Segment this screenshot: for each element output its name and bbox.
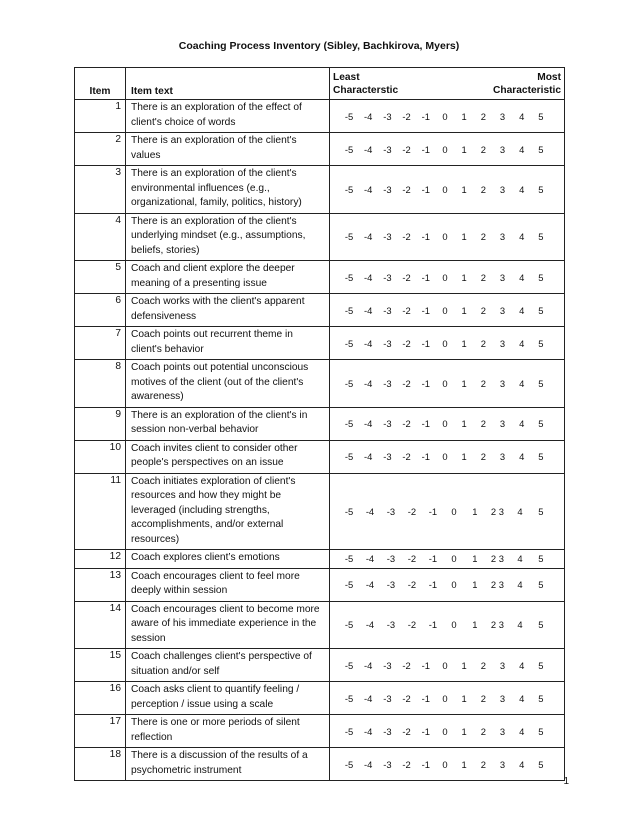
scale-value: -3	[383, 659, 392, 671]
scale-value: 5	[538, 725, 544, 737]
table-row	[75, 568, 565, 601]
scale-value: -3	[383, 143, 392, 155]
scale-value: -2	[402, 692, 411, 704]
scale-value: 4	[519, 337, 525, 349]
scale-value: 3	[499, 659, 506, 671]
scale-value: 4	[517, 553, 523, 565]
scale-value: -2	[407, 505, 417, 517]
scale-value: 0	[451, 619, 457, 631]
rating-scale	[330, 440, 565, 473]
scale-values	[330, 451, 564, 462]
scale-value: 2 3	[490, 553, 504, 565]
item-number: 17	[75, 715, 126, 748]
scale-value: 5	[538, 579, 544, 590]
scale-value: -3	[383, 418, 392, 429]
scale-value: 5	[538, 183, 544, 195]
rating-scale	[330, 407, 565, 440]
most-characteristic-label	[493, 71, 561, 97]
item-text: Coach points out recurrent theme in client's behavior	[126, 327, 330, 360]
scale-values	[330, 553, 564, 564]
table-row	[75, 601, 565, 649]
scale-value: 4	[519, 725, 525, 737]
scale-value: 5	[538, 659, 544, 671]
scale-value: 5	[538, 337, 544, 349]
scale-value: 2	[480, 758, 486, 770]
scale-value: -3	[383, 451, 392, 462]
scale-value: -5	[344, 304, 354, 316]
scale-value: 1	[461, 183, 467, 195]
rating-scale	[330, 715, 565, 748]
item-text: Coach asks client to quantify feeling / perception / issue using a scale	[126, 682, 330, 715]
scale-value: 5	[538, 505, 544, 517]
table-row	[75, 133, 565, 166]
table-row	[75, 473, 565, 550]
scale-value: -1	[421, 231, 430, 243]
scale-value: -5	[344, 377, 354, 389]
scale-value: -2	[402, 659, 411, 671]
scale-value: 4	[519, 183, 525, 195]
scale-value: 3	[499, 692, 506, 704]
scale-values	[330, 184, 564, 195]
scale-value: -2	[402, 725, 411, 737]
scale-value: -1	[421, 418, 430, 429]
scale-value: -2	[402, 271, 411, 283]
scale-value: 1	[461, 418, 467, 429]
item-number: 9	[75, 407, 126, 440]
scale-value: 1	[472, 579, 478, 590]
item-text: There is an exploration of the client's in session non-verbal behavior	[126, 407, 330, 440]
table-row	[75, 166, 565, 214]
table-row	[75, 261, 565, 294]
scale-values	[330, 144, 564, 155]
scale-value: -2	[402, 231, 411, 243]
scale-value: 3	[499, 451, 506, 462]
item-number: 15	[75, 649, 126, 682]
scale-value: 4	[519, 304, 525, 316]
scale-value: 1	[461, 725, 467, 737]
scale-value: -4	[364, 271, 373, 283]
scale-value: 4	[519, 659, 525, 671]
table-row	[75, 748, 565, 781]
item-text: There is an exploration of the client's underlying mindset (e.g., assumptions, beliefs, stories)	[126, 213, 330, 261]
scale-value: 4	[519, 231, 525, 243]
scale-values	[330, 693, 564, 704]
item-number: 14	[75, 601, 126, 649]
scale-value: 3	[499, 418, 506, 429]
scale-value: -5	[344, 271, 354, 283]
scale-value: 0	[442, 183, 448, 195]
scale-value: -4	[365, 553, 375, 565]
item-text: Coach initiates exploration of client's resources and how they might be leveraged (including strengths, accomplishments, and/or external resources)	[126, 473, 330, 550]
scale-value: -1	[421, 451, 430, 462]
scale-value: -4	[364, 377, 373, 389]
scale-value: -3	[383, 271, 392, 283]
item-number: 6	[75, 294, 126, 327]
rating-scale	[330, 133, 565, 166]
most-label: Most	[537, 72, 561, 83]
scale-value: -2	[402, 183, 411, 195]
scale-value: 4	[519, 451, 525, 462]
scale-value: -3	[383, 377, 392, 389]
item-number: 13	[75, 568, 126, 601]
scale-value: -1	[428, 505, 438, 517]
scale-value: 1	[461, 377, 467, 389]
rating-scale	[330, 473, 565, 550]
rating-scale	[330, 568, 565, 601]
scale-value: -3	[383, 231, 392, 243]
scale-value: 4	[519, 758, 525, 770]
rating-scale	[330, 360, 565, 408]
scale-value: -1	[421, 304, 430, 316]
scale-value: 0	[442, 692, 448, 704]
scale-value: 1	[461, 271, 467, 283]
scale-values	[330, 272, 564, 283]
scale-value: -4	[364, 758, 373, 770]
scale-value: 1	[461, 692, 467, 704]
scale-value: 1	[472, 619, 478, 631]
scale-value: 2	[480, 231, 486, 243]
item-text: Coach and client explore the deeper meaning of a presenting issue	[126, 261, 330, 294]
scale-value: -1	[428, 619, 438, 631]
scale-value: 3	[499, 304, 506, 316]
scale-value: -5	[344, 619, 354, 631]
scale-value: 5	[538, 553, 544, 565]
scale-value: -5	[344, 725, 354, 737]
scale-value: 3	[499, 183, 506, 195]
scale-value: -1	[421, 725, 430, 737]
scale-value: 0	[442, 337, 448, 349]
scale-value: 5	[538, 110, 544, 122]
item-text-column-header: Item text	[126, 68, 330, 100]
scale-value: -5	[344, 143, 354, 155]
scale-value: 2 3	[490, 619, 504, 631]
item-number: 3	[75, 166, 126, 214]
rating-scale	[330, 327, 565, 360]
table-row	[75, 682, 565, 715]
scale-value: -1	[421, 271, 430, 283]
scale-value: 4	[519, 692, 525, 704]
scale-value: 2 3	[490, 505, 504, 517]
item-number: 18	[75, 748, 126, 781]
scale-value: -1	[421, 377, 430, 389]
table-row	[75, 327, 565, 360]
item-text: There is a discussion of the results of a psychometric instrument	[126, 748, 330, 781]
table-row	[75, 440, 565, 473]
scale-value: 0	[442, 758, 448, 770]
page-number: 1	[563, 776, 569, 787]
scale-value: 0	[451, 505, 457, 517]
scale-values	[330, 726, 564, 737]
scale-value: -4	[364, 725, 373, 737]
scale-value: 3	[499, 271, 506, 283]
item-number: 2	[75, 133, 126, 166]
table-body	[75, 100, 565, 781]
table-header-row	[75, 68, 565, 100]
scale-value: 1	[461, 231, 467, 243]
scale-value: -2	[407, 553, 417, 565]
scale-value: -5	[344, 451, 354, 462]
scale-value: -4	[364, 304, 373, 316]
scale-value: -2	[402, 451, 411, 462]
scale-value: 0	[442, 110, 448, 122]
scale-value: 3	[499, 725, 506, 737]
scale-value: 0	[442, 231, 448, 243]
scale-value: 3	[499, 337, 506, 349]
scale-values	[330, 378, 564, 389]
scale-value: 4	[519, 377, 525, 389]
scale-value: -4	[364, 451, 373, 462]
scale-value: -3	[386, 579, 396, 590]
rating-scale	[330, 166, 565, 214]
scale-value: 4	[519, 110, 525, 122]
item-text: Coach points out potential unconscious motives of the client (out of the client's awareness)	[126, 360, 330, 408]
scale-value: 1	[461, 110, 467, 122]
item-number: 7	[75, 327, 126, 360]
scale-values	[330, 111, 564, 122]
scale-values	[330, 338, 564, 349]
scale-value: 2	[480, 304, 486, 316]
item-text: There is an exploration of the effect of client's choice of words	[126, 100, 330, 133]
scale-value: 2	[480, 725, 486, 737]
scale-value: 2 3	[490, 579, 504, 590]
scale-value: 0	[442, 659, 448, 671]
scale-value: 3	[499, 110, 506, 122]
scale-value: 0	[451, 553, 457, 565]
scale-value: 2	[480, 143, 486, 155]
item-number: 11	[75, 473, 126, 550]
scale-value: -2	[402, 143, 411, 155]
scale-value: -2	[402, 758, 411, 770]
scale-value: 3	[499, 143, 506, 155]
scale-value: -4	[364, 418, 373, 429]
scale-value: 5	[538, 304, 544, 316]
scale-value: -2	[402, 304, 411, 316]
least-characteristic-label	[333, 71, 398, 97]
scale-value: -4	[365, 505, 375, 517]
scale-value: 5	[538, 377, 544, 389]
scale-value: -4	[364, 692, 373, 704]
scale-value: -3	[383, 337, 392, 349]
scale-values	[330, 660, 564, 671]
item-number: 12	[75, 550, 126, 569]
scale-value: -5	[344, 183, 354, 195]
item-number: 8	[75, 360, 126, 408]
item-number: 16	[75, 682, 126, 715]
rating-scale	[330, 213, 565, 261]
item-text: Coach explores client’s emotions	[126, 550, 330, 569]
item-number: 1	[75, 100, 126, 133]
scale-value: 1	[461, 304, 467, 316]
table-row	[75, 360, 565, 408]
scale-value: -1	[428, 553, 438, 565]
scale-value: -5	[344, 231, 354, 243]
scale-value: 1	[461, 451, 467, 462]
rating-scale	[330, 550, 565, 569]
scale-value: -5	[344, 110, 354, 122]
scale-value: 2	[480, 377, 486, 389]
characteristic-right-label: Characteristic	[493, 85, 561, 96]
characteristic-left-label: Characterstic	[333, 85, 399, 96]
scale-value: 5	[538, 271, 544, 283]
scale-value: -4	[365, 619, 375, 631]
rating-scale	[330, 649, 565, 682]
scale-value: -1	[421, 183, 430, 195]
scale-value: 5	[538, 143, 544, 155]
item-number: 4	[75, 213, 126, 261]
table-row	[75, 407, 565, 440]
item-number: 10	[75, 440, 126, 473]
scale-value: -2	[407, 579, 417, 590]
scale-value: 1	[461, 758, 467, 770]
table-row	[75, 213, 565, 261]
table-row	[75, 715, 565, 748]
scale-value: -3	[386, 619, 396, 631]
table-row	[75, 649, 565, 682]
scale-value: 4	[519, 271, 525, 283]
scale-value: -3	[383, 725, 392, 737]
table-row	[75, 100, 565, 133]
scale-value: 1	[472, 505, 478, 517]
rating-scale	[330, 100, 565, 133]
scale-value: 1	[472, 553, 478, 565]
scale-value: -4	[364, 143, 373, 155]
scale-value: 5	[538, 692, 544, 704]
scale-value: 0	[451, 579, 457, 590]
scale-value: 4	[517, 619, 523, 631]
scale-value: -1	[421, 758, 430, 770]
rating-scale	[330, 682, 565, 715]
scale-value: -4	[364, 231, 373, 243]
scale-value: 4	[517, 505, 523, 517]
scale-values	[330, 619, 564, 630]
scale-value: -5	[344, 579, 354, 590]
scale-value: 2	[480, 337, 486, 349]
scale-values	[330, 759, 564, 770]
scale-value: 5	[538, 231, 544, 243]
scale-value: 3	[499, 758, 506, 770]
scale-value: -4	[364, 659, 373, 671]
scale-value: 1	[461, 337, 467, 349]
inventory-table	[74, 67, 565, 781]
scale-value: 5	[538, 451, 544, 462]
scale-value: 4	[519, 418, 525, 429]
rating-scale	[330, 294, 565, 327]
scale-value: -4	[365, 579, 375, 590]
scale-value: 0	[442, 271, 448, 283]
scale-value: -1	[421, 692, 430, 704]
item-text: There is one or more periods of silent reflection	[126, 715, 330, 748]
scale-value: -2	[402, 110, 411, 122]
scale-values	[330, 305, 564, 316]
scale-value: 2	[480, 183, 486, 195]
scale-value: -3	[383, 183, 392, 195]
scale-value: -5	[344, 758, 354, 770]
scale-value: -5	[344, 505, 354, 517]
item-text: There is an exploration of the client's values	[126, 133, 330, 166]
scale-value: -3	[383, 110, 392, 122]
scale-value: 0	[442, 304, 448, 316]
scale-value: -3	[383, 304, 392, 316]
scale-value: 2	[480, 692, 486, 704]
scale-value: -5	[344, 418, 354, 429]
scale-value: -4	[364, 183, 373, 195]
scale-values	[330, 418, 564, 429]
scale-value: 3	[499, 377, 506, 389]
scale-value: 1	[461, 143, 467, 155]
scale-value: 2	[480, 271, 486, 283]
scale-value: 0	[442, 451, 448, 462]
scale-value: -1	[421, 110, 430, 122]
scale-value: 2	[480, 418, 486, 429]
scale-value: 5	[538, 758, 544, 770]
scale-value: -2	[402, 337, 411, 349]
scale-value: 2	[480, 451, 486, 462]
scale-value: 4	[517, 579, 523, 590]
scale-value: -1	[421, 659, 430, 671]
document-title: Coaching Process Inventory (Sibley, Bachkirova, Myers)	[178, 40, 460, 52]
rating-scale	[330, 748, 565, 781]
scale-values	[330, 579, 564, 590]
scale-values	[330, 506, 564, 517]
scale-value: 5	[538, 418, 544, 429]
least-label: Least	[333, 72, 360, 83]
item-text: Coach works with the client's apparent defensiveness	[126, 294, 330, 327]
scale-value: -2	[402, 377, 411, 389]
scale-value: 2	[480, 659, 486, 671]
scale-value: -5	[344, 659, 354, 671]
scale-value: 4	[519, 143, 525, 155]
item-text: There is an exploration of the client's environmental influences (e.g., organizational, family, politics, history)	[126, 166, 330, 214]
scale-value: -5	[344, 553, 354, 565]
scale-value: -2	[407, 619, 417, 631]
scale-value: 0	[442, 143, 448, 155]
scale-value: -4	[364, 337, 373, 349]
scale-value: -2	[402, 418, 411, 429]
scale-value: -1	[428, 579, 438, 590]
scale-value: 0	[442, 377, 448, 389]
scale-value: 0	[442, 725, 448, 737]
table-row	[75, 550, 565, 569]
scale-value: -3	[386, 505, 396, 517]
rating-scale	[330, 601, 565, 649]
scale-values	[330, 231, 564, 242]
scale-value: -1	[421, 337, 430, 349]
scale-value: -3	[386, 553, 396, 565]
scale-value: -4	[364, 110, 373, 122]
scale-value: -5	[344, 692, 354, 704]
table-row	[75, 294, 565, 327]
item-text: Coach challenges client's perspective of situation and/or self	[126, 649, 330, 682]
scale-value: -3	[383, 758, 392, 770]
scale-value: 5	[538, 619, 544, 631]
scale-value: -3	[383, 692, 392, 704]
scale-value: 2	[480, 110, 486, 122]
item-text: Coach encourages client to feel more deeply within session	[126, 568, 330, 601]
scale-value: 0	[442, 418, 448, 429]
scale-value: 1	[461, 659, 467, 671]
rating-scale	[330, 261, 565, 294]
scale-value: -1	[421, 143, 430, 155]
item-column-header: Item	[75, 68, 126, 100]
scale-column-header	[330, 68, 565, 100]
item-text: Coach encourages client to become more aware of his immediate experience in the session	[126, 601, 330, 649]
scale-value: -5	[344, 337, 354, 349]
scale-value: 3	[499, 231, 506, 243]
item-number: 5	[75, 261, 126, 294]
item-text: Coach invites client to consider other people's perspectives on an issue	[126, 440, 330, 473]
